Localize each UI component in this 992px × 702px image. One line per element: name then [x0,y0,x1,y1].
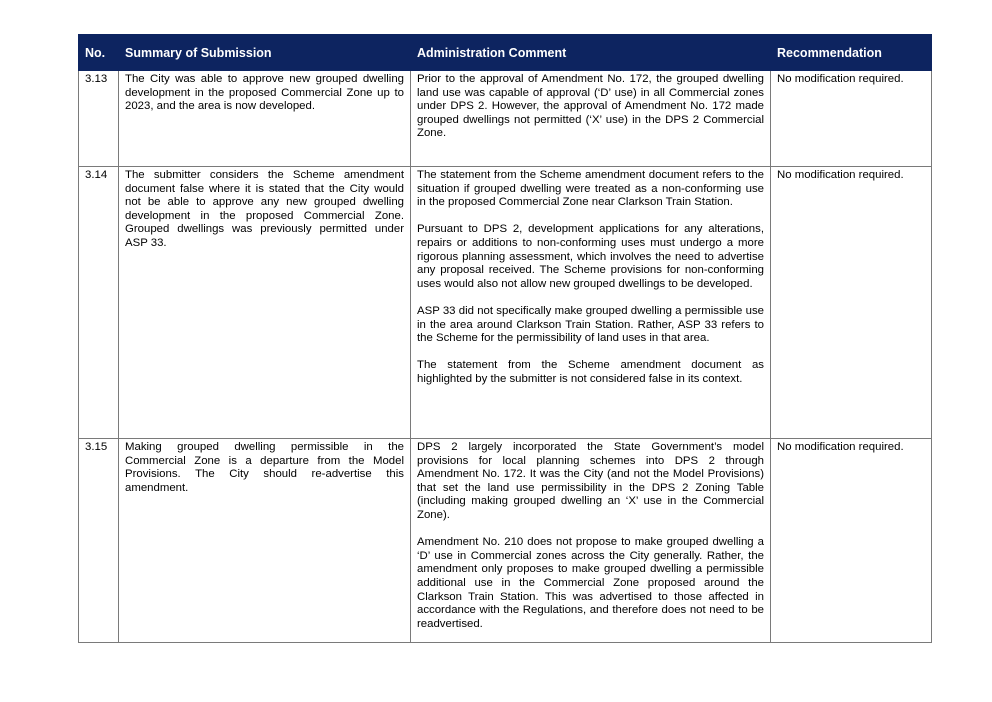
submissions-table [78,34,932,643]
table-row [79,71,932,167]
comment-paragraph: DPS 2 largely incorporated the State Government’s model provisions for local planning schemes into DPS 2 through Amendment No. 172. It was the City (and not the Model Provisions) that set the land use permissibility in the DPS 2 Zoning Table (including making grouped dwelling an ‘X’ use in the Commercial Zone). [417,441,764,521]
row-number: 3.15 [79,439,119,643]
header-comment: Administration Comment [411,35,771,71]
summary-text: The City was able to approve new grouped dwelling development in the proposed Commercial Zone up to 2023, and the area is now developed. [125,73,404,113]
table-row [79,167,932,439]
comment-paragraph: Prior to the approval of Amendment No. 172, the grouped dwelling land use was capable of approval (‘D’ use) in all Commercial zones under DPS 2. However, the approval of Amendment No. 172 made grouped dwellings not permitted (‘X’ use) in the DPS 2 Commercial Zone. [417,73,764,140]
summary-cell [119,71,411,167]
row-number: 3.13 [79,71,119,167]
comment-paragraph: The statement from the Scheme amendment document refers to the situation if grouped dwelling were treated as a non-conforming use in the proposed Commercial Zone near Clarkson Train Station. [417,169,764,209]
table-row [79,439,932,643]
comment-cell [411,167,771,439]
recommendation-cell: No modification required. [771,439,932,643]
comment-cell [411,439,771,643]
comment-paragraph: Amendment No. 210 does not propose to make grouped dwelling a ‘D’ use in Commercial zones across the City generally. Rather, the amendment only proposes to make grouped dwelling a permissible additional use in the Commercial Zone proposed around the Clarkson Train Station. This was advertised to those affected in accordance with the Regulations, and therefore does not need to be readvertised. [417,536,764,630]
summary-cell [119,439,411,643]
comment-paragraph: Pursuant to DPS 2, development applications for any alterations, repairs or additions to non-conforming uses must undergo a more rigorous planning assessment, which involves the need to advertise any proposal received. The Scheme provisions for non-conforming uses would also not allow new grouped dwellings to be developed. [417,223,764,290]
header-summary: Summary of Submission [119,35,411,71]
recommendation-cell: No modification required. [771,71,932,167]
table-header-row [79,35,932,71]
summary-text: The submitter considers the Scheme amendment document false where it is stated that the City would not be able to approve any new grouped dwelling development in the proposed Commercial Zone. Grouped dwellings was previously permitted under ASP 33. [125,169,404,249]
header-recommendation: Recommendation [771,35,932,71]
summary-text: Making grouped dwelling permissible in the Commercial Zone is a departure from the Model Provisions. The City should re-advertise this amendment. [125,441,404,494]
comment-cell [411,71,771,167]
recommendation-cell: No modification required. [771,167,932,439]
comment-paragraph: The statement from the Scheme amendment document as highlighted by the submitter is not considered false in its context. [417,359,764,385]
header-no: No. [79,35,119,71]
summary-cell [119,167,411,439]
comment-paragraph: ASP 33 did not specifically make grouped dwelling a permissible use in the area around Clarkson Train Station. Rather, ASP 33 refers to the Scheme for the permissibility of land uses in that area. [417,304,764,345]
row-number: 3.14 [79,167,119,439]
